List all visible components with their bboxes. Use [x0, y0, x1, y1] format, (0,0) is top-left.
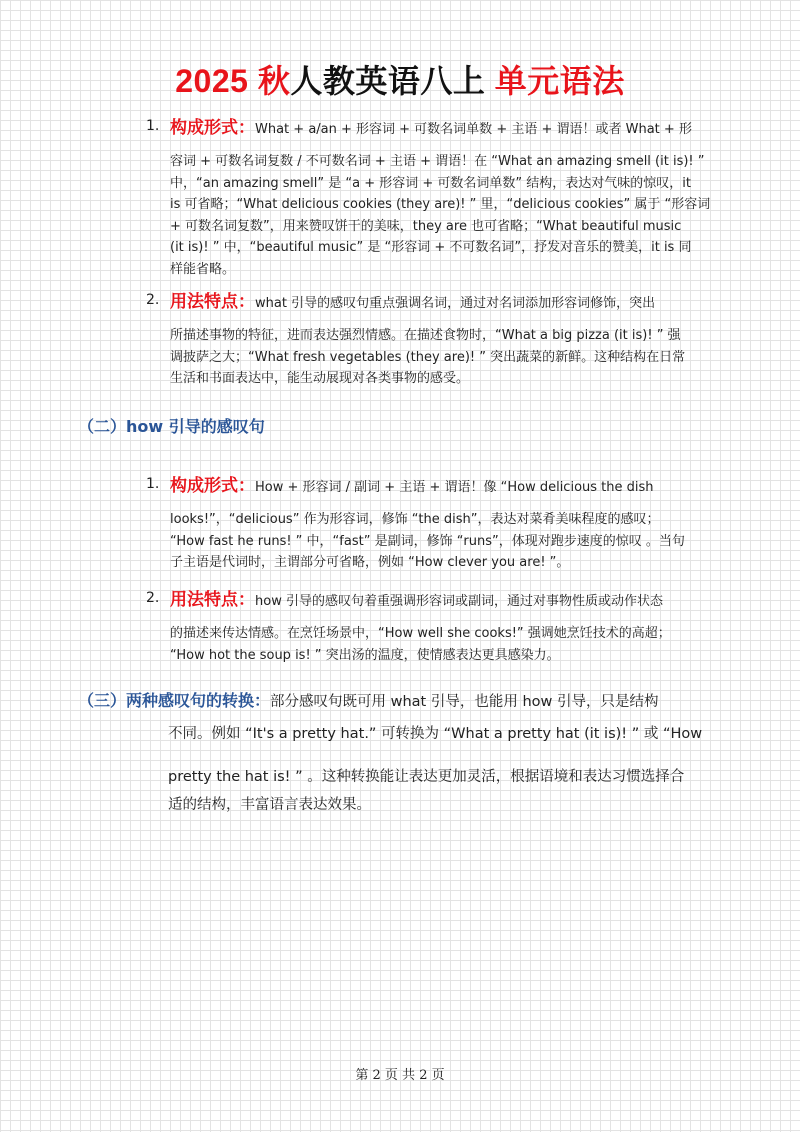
title-year: 2025 秋	[175, 63, 291, 99]
item-line: “How hot the soup is! ” 突出汤的温度，使情感表达更具感染力。	[170, 647, 560, 663]
item-number: 2.	[146, 292, 160, 308]
title-course: 人教英语八上	[290, 63, 495, 99]
page-title	[0, 56, 800, 102]
conversion-line: 不同。例如 “It's a pretty hat.” 可转换为 “What a pretty hat (it is)! ” 或 “How	[168, 726, 703, 742]
item-line: 中，“an amazing smell” 是 “a + 形容词 + 可数名词单数” 结构，表达对气味的惊叹，it	[170, 175, 691, 191]
conversion-first-line: 部分感叹句既可用 what 引导，也能用 how 引导，只是结构	[270, 694, 659, 710]
section-heading-how: （二）how 引导的感叹句	[78, 417, 265, 436]
item-line: “How fast he runs! ” 中，“fast” 是副词，修饰 “runs”，体现对跑步速度的惊叹 。当句	[170, 533, 685, 549]
item-line: 的描述来传达情感。在烹饪场景中，“How well she cooks!” 强调她烹饪技术的高超；	[170, 626, 671, 641]
item-line: 调披萨之大；“What fresh vegetables (they are)! ” 突出蔬菜的新鲜。这种结构在日常	[170, 349, 686, 365]
conversion-line: 适的结构，丰富语言表达效果。	[168, 797, 371, 813]
item-number: 1.	[146, 118, 160, 134]
page-number: 第 2 页 共 2 页	[355, 1068, 445, 1083]
item-line: (it is)! ” 中，“beautiful music” 是 “形容词 + 不可数名词”，抒发对音乐的赞美，it is 同	[170, 240, 692, 255]
item-label: 用法特点：	[170, 590, 255, 610]
item-line: 所描述事物的特征，进而表达强烈情感。在描述食物时，“What a big pizza (it is)! ” 强	[170, 328, 681, 343]
item-line: 容词 + 可数名词复数 / 不可数名词 + 主语 + 谓语！在 “What an amazing smell (it is)! ”	[170, 154, 705, 169]
section-heading-conversion: （三）两种感叹句的转换：	[78, 691, 271, 710]
title-topic: 单元语法	[494, 63, 625, 99]
item-line: 生活和书面表达中，能生动展现对各类事物的感受。	[170, 371, 470, 386]
item-line: 子主语是代词时，主谓部分可省略，例如 “How clever you are! ”。	[170, 555, 570, 570]
item-first-line: How + 形容词 / 副词 + 主语 + 谓语！像 “How delicious the dish	[255, 480, 654, 495]
what-item-form	[146, 115, 736, 280]
what-item-usage	[146, 289, 736, 390]
item-line: looks!”，“delicious” 作为形容词，修饰 “the dish”，表达对菜肴美味程度的感叹；	[170, 512, 660, 527]
item-label: 构成形式：	[170, 118, 255, 138]
conversion-section	[78, 690, 738, 817]
item-first-line: What + a/an + 形容词 + 可数名词单数 + 主语 + 谓语！或者 What + 形	[255, 122, 692, 137]
conversion-line: pretty the hat is! ” 。这种转换能让表达更加灵活，根据语境和表达习惯选择合	[168, 769, 685, 785]
item-line: + 可数名词复数”，用来赞叹饼干的美味，they are 也可省略；“What beautiful music	[170, 218, 682, 234]
how-item-form	[146, 473, 736, 574]
item-line: 样能省略。	[170, 261, 236, 277]
how-item-usage	[146, 587, 736, 666]
item-label: 用法特点：	[170, 292, 255, 312]
item-line: is 可省略；“What delicious cookies (they are)! ” 里，“delicious cookies” 属于 “形容词	[170, 197, 711, 212]
item-number: 2.	[146, 590, 160, 606]
item-first-line: what 引导的感叹句重点强调名词，通过对名词添加形容词修饰，突出	[255, 296, 656, 311]
item-number: 1.	[146, 476, 160, 492]
item-label: 构成形式：	[170, 476, 255, 496]
item-first-line: how 引导的感叹句着重强调形容词或副词，通过对事物性质或动作状态	[255, 594, 663, 609]
